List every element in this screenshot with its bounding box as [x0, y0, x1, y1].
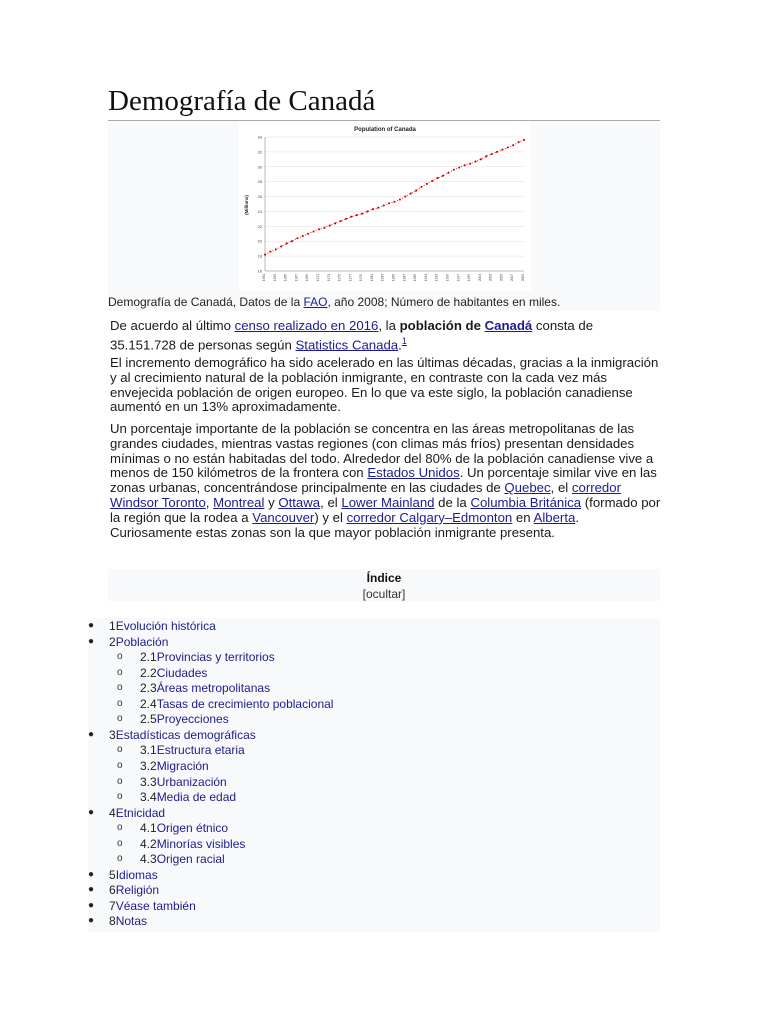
montreal-link[interactable]: Montreal: [213, 494, 265, 510]
chart-xtick-label: 1977: [348, 274, 353, 282]
chart-xtick-label: 1995: [445, 274, 450, 282]
toc-title: Índice: [366, 571, 402, 585]
chart-point: [356, 214, 358, 216]
text-span: Un porcentaje importante de la población se concentra en las áreas metropolitanas de las grandes ciudades, mientras vastas regiones (con climas más fríos) presentan densidades mínimas o no están habitadas del todo. Alrededor del 80% de la población canadiense vive a menos de 150 kilómetros de la frontera con: [110, 421, 654, 481]
intro-paragraph-1: [110, 319, 662, 353]
chart-xtick-label: 1983: [380, 274, 385, 282]
chart-xtick-label: 1991: [423, 274, 428, 282]
chart-point: [372, 208, 374, 210]
text-span: en: [512, 509, 534, 525]
alberta-link[interactable]: Alberta: [533, 509, 576, 525]
chart-xtick-label: 1969: [305, 274, 310, 282]
chart-point: [393, 201, 395, 203]
chart-point: [399, 198, 401, 200]
chart-point: [480, 158, 482, 160]
chart-point: [280, 245, 282, 247]
toc-sub-bullet: o: [117, 651, 123, 662]
toc-item-label[interactable]: Urbanización: [156, 775, 227, 789]
vancouver-link[interactable]: Vancouver: [252, 509, 315, 525]
chart-point: [264, 254, 266, 256]
toc-item[interactable]: [140, 758, 209, 774]
toc-item[interactable]: [109, 727, 256, 743]
chart-xtick-label: 1967: [294, 274, 299, 282]
chart-point: [291, 240, 293, 242]
chart-point: [383, 204, 385, 206]
chart-ytick-label: 28: [257, 179, 262, 185]
toc-item-label[interactable]: Tasas de crecimiento poblacional: [156, 697, 334, 711]
chart-point: [501, 149, 503, 151]
text-span: . Un porcentaje similar vive en las zonas urbanas, concentrándose principalmente en las ciudades de: [110, 465, 657, 496]
toc-item-label[interactable]: Véase también: [115, 899, 196, 913]
chart-point: [485, 155, 487, 157]
chart-point: [329, 225, 331, 227]
chart-xtick-label: 1997: [456, 274, 461, 282]
chart-xtick-label: 1963: [272, 274, 277, 282]
chart-point: [286, 242, 288, 244]
chart-xtick-label: 2009: [521, 274, 525, 282]
toc-item-number: 3.4: [140, 790, 157, 804]
chart-ylabel: (Millions): [244, 195, 249, 215]
chart-point: [361, 213, 363, 215]
text-span: De acuerdo al último: [110, 318, 235, 333]
chart-point: [453, 169, 455, 171]
chart-point: [415, 190, 417, 192]
population-chart: [239, 121, 531, 291]
chart-xtick-label: 2005: [499, 274, 504, 282]
toc-item[interactable]: [140, 820, 228, 836]
toc-item-number: 3.1: [140, 743, 157, 757]
text-span: ) y el: [314, 509, 347, 525]
estados-unidos-link[interactable]: Estados Unidos: [367, 465, 460, 481]
toc-item[interactable]: [109, 618, 216, 634]
text-span: .: [398, 337, 402, 353]
toc-item-number: 4.3: [140, 852, 157, 866]
toc-item-number: 2.5: [140, 712, 157, 726]
chart-xtick-label: 2003: [488, 274, 493, 282]
toc-item-number: 2.2: [140, 666, 157, 680]
toc-item-number: 3.3: [140, 775, 157, 789]
chart-ytick-label: 32: [257, 149, 262, 155]
toc-sub-bullet: o: [117, 682, 123, 693]
fao-link[interactable]: FAO: [303, 295, 328, 309]
text-span: consta de 35.151.728 de personas según: [110, 318, 594, 353]
chart-series-line: [265, 140, 524, 255]
toc-item[interactable]: [109, 867, 158, 883]
chart-point: [496, 151, 498, 153]
toc-toggle-button[interactable]: [ocultar]: [362, 587, 406, 601]
caption-text-prefix: Demografía de Canadá, Datos de la: [108, 295, 304, 309]
chart-point: [313, 230, 315, 232]
toc-bullet: ●: [88, 620, 95, 631]
toc-bullet: ●: [88, 636, 95, 647]
chart-point: [512, 144, 514, 146]
chart-point: [410, 193, 412, 195]
chart-point: [426, 183, 428, 185]
chart-xtick-label: 1981: [369, 274, 374, 282]
toc-item[interactable]: [109, 805, 165, 821]
chart-point: [302, 235, 304, 237]
chart-point: [404, 196, 406, 198]
toc-item-label[interactable]: Idiomas: [115, 868, 158, 882]
toc-item-number: 8: [109, 914, 116, 928]
chart-xtick-label: 1985: [391, 274, 396, 282]
chart-point: [334, 222, 336, 224]
chart-xtick-label: 1989: [413, 274, 418, 282]
canada-link[interactable]: Canadá: [484, 318, 533, 333]
chart-xtick-label: 1973: [326, 274, 331, 282]
text-span: ,: [205, 494, 214, 510]
toc-bullet: ●: [88, 729, 95, 740]
chart-point: [307, 233, 309, 235]
toc-item[interactable]: [140, 851, 225, 867]
toc-item[interactable]: [109, 898, 196, 914]
toc-item-number: 2.1: [140, 650, 157, 664]
toc-item-label[interactable]: Media de edad: [156, 790, 237, 804]
toc-item-number: 2.4: [140, 697, 157, 711]
toc-item-number: 7: [109, 899, 116, 913]
chart-ytick-label: 22: [257, 223, 262, 229]
toc-sub-bullet: o: [117, 667, 123, 678]
toc-item-number: 5: [109, 868, 116, 882]
text-span: , el: [550, 480, 572, 496]
chart-point: [464, 164, 466, 166]
chart-point: [491, 153, 493, 155]
chart-xtick-label: 2001: [477, 274, 482, 282]
chart-xtick-label: 1993: [434, 274, 439, 282]
text-span: , el: [320, 494, 342, 510]
chart-point: [469, 163, 471, 165]
toc-item-label[interactable]: Población: [115, 635, 169, 649]
toc-item[interactable]: [140, 742, 245, 758]
toc-item-label[interactable]: Origen racial: [156, 852, 225, 866]
toc-sub-bullet: o: [117, 713, 123, 724]
chart-point: [507, 146, 509, 148]
chart-point: [296, 237, 298, 239]
chart-point: [518, 141, 520, 143]
toc-sub-bullet: o: [117, 822, 123, 833]
text-span: (formado por la región que la rodea a: [110, 494, 661, 525]
chart-xtick-label: 1999: [467, 274, 472, 282]
toc-sub-bullet: o: [117, 838, 123, 849]
toc-item[interactable]: [140, 774, 227, 790]
toc-item-number: 3.2: [140, 759, 157, 773]
toc-item[interactable]: [140, 665, 207, 681]
chart-point: [437, 177, 439, 179]
chart-point: [339, 220, 341, 222]
chart-svg: [239, 121, 531, 291]
toc-item[interactable]: [109, 634, 168, 650]
toc-item-label[interactable]: Proyecciones: [156, 712, 229, 726]
page-title: Demografía de Canadá: [108, 84, 660, 121]
toc-item-number: 3: [109, 728, 116, 742]
chart-xtick-label: 1965: [283, 274, 288, 282]
toc-sub-bullet: o: [117, 744, 123, 755]
chart-ytick-label: 16: [257, 268, 262, 274]
toc-item[interactable]: [140, 696, 333, 712]
text-span: de la: [434, 494, 471, 510]
census-2016-link[interactable]: censo realizado en 2016: [234, 318, 379, 333]
toc-item-label[interactable]: Etnicidad: [115, 806, 166, 820]
figure-caption: [108, 295, 660, 309]
toc-item[interactable]: [109, 913, 147, 929]
toc-sub-bullet: o: [117, 698, 123, 709]
toc-item-number: 6: [109, 883, 116, 897]
corredor-windsor-toronto-link[interactable]: corredor Windsor Toronto: [110, 480, 621, 510]
intro-paragraph-2: El incremento demográfico ha sido acelerado en las últimas décadas, gracias a la inmigración y al crecimiento natural de la población inmigrante, en contraste con la cada vez más envejecida población de origen europeo. En lo que va este siglo, la población canadiense aumentó en un 13% aproximadamente.: [110, 355, 659, 415]
toc-item-label[interactable]: Migración: [156, 759, 209, 773]
bold-text: población de: [399, 318, 485, 333]
toc-item-label[interactable]: Provincias y territorios: [156, 650, 275, 664]
caption-text-suffix: , año 2008; Número de habitantes en miles.: [327, 295, 561, 309]
toc-item[interactable]: [109, 882, 159, 898]
toc-item[interactable]: [140, 789, 236, 805]
reference-1-link[interactable]: 1: [401, 335, 407, 346]
toc-sub-bullet: o: [117, 760, 123, 771]
chart-point: [323, 227, 325, 229]
toc-item-label[interactable]: Religión: [115, 883, 160, 897]
toc-item-number: 4.2: [140, 837, 157, 851]
toc-item-label[interactable]: Evolución histórica: [115, 619, 216, 633]
chart-xtick-label: 1961: [262, 274, 266, 282]
toc-item-number: 1: [109, 619, 116, 633]
text-span: , la: [378, 318, 400, 333]
chart-xtick-label: 1975: [337, 274, 342, 282]
toc-sub-bullet: o: [117, 853, 123, 864]
chart-title: Population of Canada: [354, 127, 416, 133]
chart-point: [318, 228, 320, 230]
chart-ytick-label: 34: [257, 134, 262, 140]
chart-xtick-label: 1971: [315, 274, 320, 282]
toc-item-number: 4.1: [140, 821, 157, 835]
chart-ytick-label: 18: [257, 253, 262, 259]
toc-item-number: 4: [109, 806, 116, 820]
toc-sub-bullet: o: [117, 776, 123, 787]
chart-point: [474, 161, 476, 163]
toc-item-label[interactable]: Origen étnico: [156, 821, 229, 835]
chart-point: [420, 186, 422, 188]
toc-bullet: ●: [88, 900, 95, 911]
text-span: . Curiosamente estas zonas son la que mayor población inmigrante presenta.: [110, 509, 579, 540]
corredor-calgary-edmonton-link[interactable]: corredor Calgary–Edmonton: [346, 509, 513, 525]
chart-point: [275, 248, 277, 250]
toc-bullet: ●: [88, 869, 95, 880]
statistics-canada-link[interactable]: Statistics Canada: [295, 337, 399, 353]
chart-ytick-label: 26: [257, 194, 262, 200]
toc-item-number: 2: [109, 635, 116, 649]
toc-item[interactable]: [140, 711, 229, 727]
toc-item-label[interactable]: Estructura etaria: [156, 743, 245, 757]
chart-point: [269, 251, 271, 253]
lower-mainland-link[interactable]: Lower Mainland: [341, 494, 435, 510]
intro-paragraph-3: [110, 422, 662, 540]
chart-ytick-label: 24: [257, 208, 262, 214]
toc-item[interactable]: [140, 649, 275, 665]
columbia-britanica-link[interactable]: Columbia Británica: [470, 494, 582, 510]
chart-point: [377, 207, 379, 209]
chart-point: [458, 166, 460, 168]
chart-point: [366, 210, 368, 212]
chart-point: [431, 180, 433, 182]
figure: [108, 121, 660, 311]
toc-item-label[interactable]: Áreas metropolitanas: [156, 681, 271, 695]
toc-header: [108, 569, 660, 601]
quebec-link[interactable]: Quebec: [504, 480, 551, 496]
toc-item[interactable]: [140, 680, 270, 696]
toc-sub-bullet: o: [117, 791, 123, 802]
chart-ytick-label: 30: [257, 164, 262, 170]
chart-xtick-label: 2007: [510, 274, 515, 282]
chart-xtick-label: 1987: [402, 274, 407, 282]
toc-bullet: ●: [88, 807, 95, 818]
toc-item-label[interactable]: Ciudades: [156, 666, 208, 680]
text-span: y: [264, 494, 279, 510]
chart-ytick-label: 20: [257, 238, 262, 244]
toc-item-label[interactable]: Estadísticas demográficas: [115, 728, 256, 742]
chart-point: [447, 172, 449, 174]
toc-bullet: ●: [88, 884, 95, 895]
ottawa-link[interactable]: Ottawa: [278, 494, 321, 510]
toc-item[interactable]: [140, 836, 245, 852]
chart-xtick-label: 1979: [359, 274, 364, 282]
toc-item-label[interactable]: Notas: [115, 914, 148, 928]
toc-bullet: ●: [88, 915, 95, 926]
chart-point: [388, 202, 390, 204]
chart-point: [345, 218, 347, 220]
toc-item-number: 2.3: [140, 681, 157, 695]
chart-point: [523, 139, 525, 141]
chart-point: [442, 175, 444, 177]
toc-item-label[interactable]: Minorías visibles: [156, 837, 246, 851]
chart-point: [350, 216, 352, 218]
